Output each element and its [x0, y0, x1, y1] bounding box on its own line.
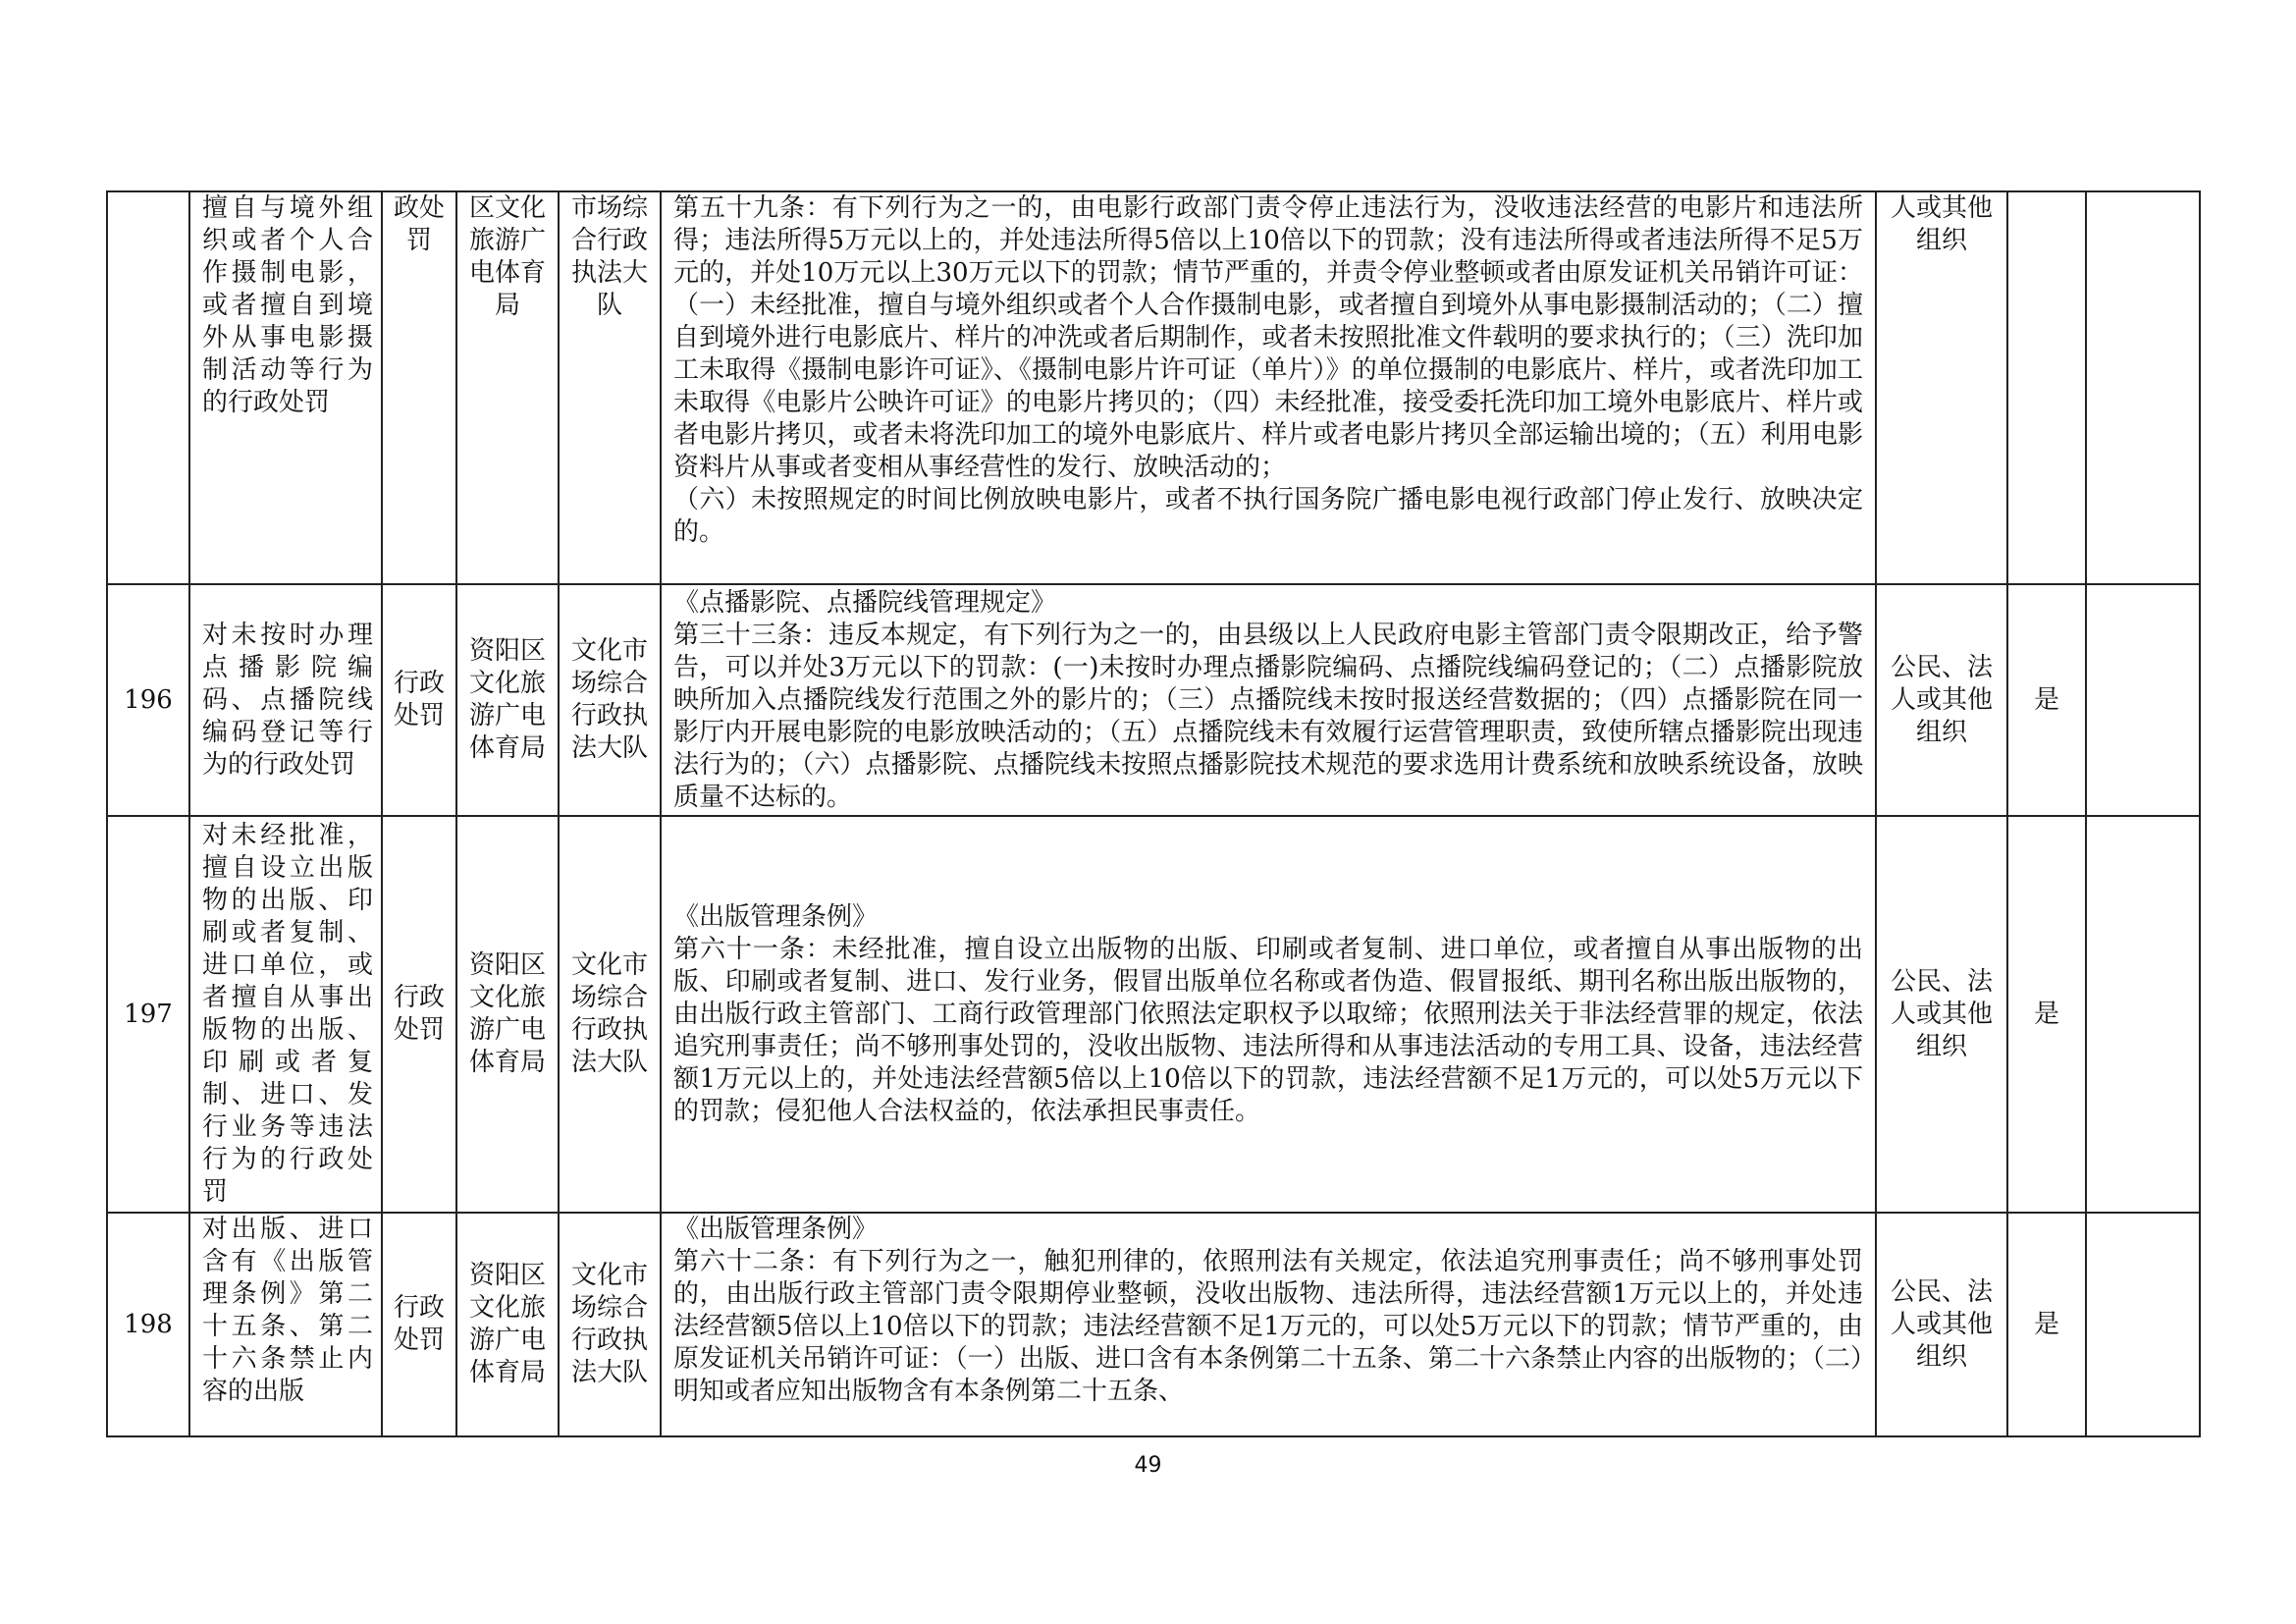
remarks-cell [2086, 584, 2200, 816]
item-name: 擅自与境外组织或者个人合作摄制电影，或者擅自到境外从事电影摄制活动等行为的行政处罚 [189, 191, 382, 584]
table-row [107, 816, 2200, 1213]
responsible-dept: 区文化旅游广电体育局 [456, 191, 559, 584]
row-number: 196 [107, 584, 189, 816]
penalty-table [106, 190, 2201, 1437]
check-mark: 是 [2007, 584, 2086, 816]
legal-basis [661, 1213, 1876, 1436]
legal-basis-paragraph: 第五十九条：有下列行为之一的，由电影行政部门责令停止违法行为，没收违法经营的电影片和违法所得；违法所得5万元以上的，并处违法所得5倍以上10倍以下的罚款；没有违法所得或者违法所得不足5万元的，并处10万元以上30万元以下的罚款；情节严重的，并责令停业整顿或者由原发证机关吊销许可证：（一）未经批准，擅自与境外组织或者个人合作摄制电影，或者擅自到境外从事电影摄制活动的；（二）擅自到境外进行电影底片、样片的冲洗或者后期制作，或者未按照批准文件载明的要求执行的；（三）洗印加工未取得《摄制电影许可证》、《摄制电影片许可证（单片）》的单位摄制的电影底片、样片，或者洗印加工未取得《电影片公映许可证》的电影片拷贝的；（四）未经批准，接受委托洗印加工境外电影底片、样片或者电影片拷贝，或者未将洗印加工的境外电影底片、样片或者电影片拷贝全部运输出境的；（五）利用电影资料片从事或者变相从事经营性的发行、放映活动的； [673, 193, 1863, 482]
legal-basis-paragraph: 第六十二条：有下列行为之一，触犯刑律的，依照刑法有关规定，依法追究刑事责任；尚不够刑事处罚的，由出版行政主管部门责令限期停业整顿，没收出版物、违法所得，违法经营额1万元以上的，并处违法经营额5倍以上10倍以下的罚款；违法经营额不足1万元的，可以处5万元以下的罚款；情节严重的，由原发证机关吊销许可证：（一）出版、进口含有本条例第二十五条、第二十六条禁止内容的出版物的；（二）明知或者应知出版物含有本条例第二十五条、 [673, 1247, 1863, 1406]
executing-unit: 文化市场综合行政执法大队 [559, 816, 661, 1213]
legal-basis-paragraph: 《出版管理条例》 [673, 901, 879, 932]
remarks-cell [2086, 816, 2200, 1213]
legal-basis-paragraph: 《出版管理条例》 [673, 1215, 879, 1244]
table-row [107, 191, 2200, 584]
page-number: 49 [1134, 1453, 1162, 1478]
responsible-dept: 资阳区文化旅游广电体育局 [456, 1213, 559, 1436]
remarks-cell [2086, 1213, 2200, 1436]
check-mark [2007, 191, 2086, 584]
target-object: 公民、法人或其他组织 [1876, 1213, 2007, 1436]
executing-unit: 市场综合行政执法大队 [559, 191, 661, 584]
row-number [107, 191, 189, 584]
target-object: 公民、法人或其他组织 [1876, 584, 2007, 816]
legal-basis [661, 816, 1876, 1213]
legal-basis-paragraph: 《点播影院、点播院线管理规定》 [673, 587, 1057, 618]
responsible-dept: 资阳区文化旅游广电体育局 [456, 816, 559, 1213]
executing-unit: 文化市场综合行政执法大队 [559, 1213, 661, 1436]
item-type: 政处罚 [382, 191, 456, 584]
item-name: 对未按时办理点播影院编码、点播院线编码登记等行为的行政处罚 [189, 584, 382, 816]
legal-basis [661, 191, 1876, 584]
legal-basis-paragraph: 第三十三条：违反本规定，有下列行为之一的，由县级以上人民政府电影主管部门责令限期改正，给予警告，可以并处3万元以下的罚款：(一)未按时办理点播影院编码、点播院线编码登记的；（二）点播影院放映所加入点播院线发行范围之外的影片的；（三）点播院线未按时报送经营数据的；（四）点播影院在同一影厅内开展电影院的电影放映活动的；（五）点播院线未有效履行运营管理职责，致使所辖点播影院出现违法行为的；（六）点播影院、点播院线未按照点播影院技术规范的要求选用计费系统和放映系统设备，放映质量不达标的。 [673, 620, 1863, 812]
item-name: 对出版、进口含有《出版管理条例》第二十五条、第二十六条禁止内容的出版 [189, 1213, 382, 1436]
item-type: 行政处罚 [382, 1213, 456, 1436]
item-type: 行政处罚 [382, 584, 456, 816]
executing-unit: 文化市场综合行政执法大队 [559, 584, 661, 816]
check-mark: 是 [2007, 1213, 2086, 1436]
responsible-dept: 资阳区文化旅游广电体育局 [456, 584, 559, 816]
row-number: 198 [107, 1213, 189, 1436]
legal-basis-paragraph: （六）未按照规定的时间比例放映电影片，或者不执行国务院广播电影电视行政部门停止发行、放映决定的。 [673, 485, 1863, 547]
item-name: 对未经批准，擅自设立出版物的出版、印刷或者复制、进口单位，或者擅自从事出版物的出版、印刷或者复制、进口、发行业务等违法行为的行政处罚 [189, 816, 382, 1213]
table-row [107, 1213, 2200, 1436]
legal-basis-paragraph: 第六十一条：未经批准，擅自设立出版物的出版、印刷或者复制、进口单位，或者擅自从事出版物的出版、印刷或者复制、进口、发行业务，假冒出版单位名称或者伪造、假冒报纸、期刊名称出版出版物的，由出版行政主管部门、工商行政管理部门依照法定职权予以取缔；依照刑法关于非法经营罪的规定，依法追究刑事责任；尚不够刑事处罚的，没收出版物、违法所得和从事违法活动的专用工具、设备，违法经营额1万元以上的，并处违法经营额5倍以上10倍以下的罚款，违法经营额不足1万元的，可以处5万元以下的罚款；侵犯他人合法权益的，依法承担民事责任。 [673, 934, 1863, 1126]
check-mark: 是 [2007, 816, 2086, 1213]
target-object: 人或其他组织 [1876, 191, 2007, 584]
legal-basis [661, 584, 1876, 816]
table-row [107, 584, 2200, 816]
target-object: 公民、法人或其他组织 [1876, 816, 2007, 1213]
item-type: 行政处罚 [382, 816, 456, 1213]
document-table-container [106, 190, 2199, 1437]
remarks-cell [2086, 191, 2200, 584]
row-number: 197 [107, 816, 189, 1213]
